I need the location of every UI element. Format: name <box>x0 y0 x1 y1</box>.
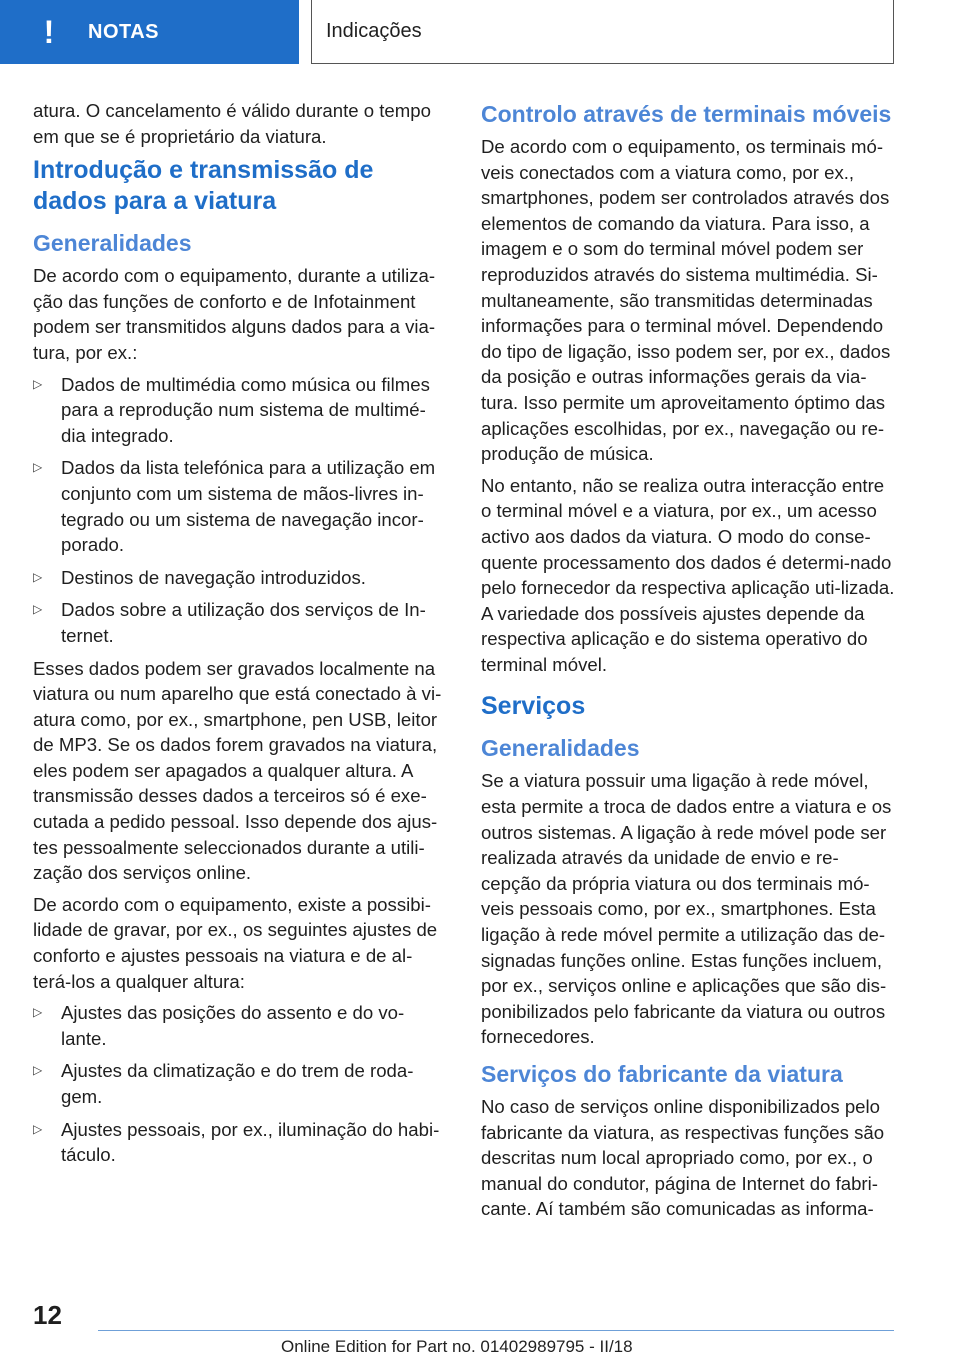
triangle-bullet-icon: ▷ <box>33 569 43 584</box>
footer-edition: Online Edition for Part no. 01402989795 - II/18 <box>281 1337 633 1356</box>
section-tab <box>0 0 299 64</box>
triangle-bullet-icon: ▷ <box>33 1005 43 1020</box>
right-column <box>481 98 896 1228</box>
heading-data-transmission: Introdução e transmissão de dados para a viatura <box>33 156 374 216</box>
bullet-list <box>33 372 446 649</box>
list-item: ▷ Destinos de navegação introduzidos. <box>33 565 446 591</box>
bullet-list <box>33 1000 446 1168</box>
intro-paragraph: atura. O cancelamento é válido durante o tempo em que se é proprietário da viatura. <box>33 100 431 147</box>
exclamation-icon: ! <box>43 14 55 50</box>
paragraph: No entanto, não se realiza outra interacção entre o terminal móvel e a viatura, por ex., um acesso activo aos dados da viatura. O modo do conse-quente processamento dos dados é determi-nado pelo fornecedor da respectiva aplicação uti-lizada. A variedade dos possíveis ajustes depende da respectiva aplicação e do sistema operativo do terminal móvel. <box>481 474 895 675</box>
subheading-generalidades: Generalidades <box>33 230 192 257</box>
chapter-title: Indicações <box>326 20 422 42</box>
paragraph: De acordo com o equipamento, existe a possibi-lidade de gravar, por ex., os seguintes ajustes de conforto e ajustes pessoais na viatura e de al-terá-los a qualquer altura: <box>33 893 438 992</box>
subheading-manufacturer-services: Serviços do fabricante da viatura <box>481 1061 843 1087</box>
paragraph: De acordo com o equipamento, durante a utiliza-ção das funções de conforto e de Infotainment podem ser transmitidos alguns dados para a via-tura, por ex.: <box>33 265 436 363</box>
list-item: ▷ Ajustes das posições do assento e do vo-lante. <box>33 1002 405 1049</box>
paragraph: No caso de serviços online disponibilizados pelo fabricante da viatura, as respectivas funções são descritas num local apropriado como, por ex., o manual do condutor, página de Internet do fabri-cante. Aí também são comunicadas as informa- <box>481 1096 885 1220</box>
list-item: ▷ Dados da lista telefónica para a utilização em conjunto com um sistema de mãos-livres in-tegrado ou um sistema de navegação incor-porado. <box>33 457 436 556</box>
list-item: ▷ Dados sobre a utilização dos serviços de In-ternet. <box>33 599 426 646</box>
triangle-bullet-icon: ▷ <box>33 1121 43 1136</box>
subheading-generalidades: Generalidades <box>481 735 640 762</box>
list-item: ▷ Dados de multimédia como música ou filmes para a reprodução num sistema de multimé-dia integrado. <box>33 373 430 446</box>
section-tab-label: NOTAS <box>88 20 160 43</box>
paragraph: Esses dados podem ser gravados localmente na viatura ou num aparelho que está conectado à vi-atura como, por ex., smartphone, pen USB, leitor de MP3. Se os dados forem gravados na viatura, eles podem ser apagados a qualquer altura. A transmissão desses dados a terceiros só é exe-cutada a pedido pessoal. Isso depende dos ajus-tes pessoalmente seleccionados durante a utili-zação dos serviços online. <box>33 657 442 884</box>
page-number: 12 <box>33 1300 62 1330</box>
triangle-bullet-icon: ▷ <box>33 460 43 475</box>
triangle-bullet-icon: ▷ <box>33 1063 43 1078</box>
left-column <box>33 98 446 1175</box>
triangle-bullet-icon: ▷ <box>33 602 43 617</box>
footer-divider <box>98 1330 894 1331</box>
subheading-mobile-control: Controlo através de terminais móveis <box>481 101 892 127</box>
list-item: ▷ Ajustes da climatização e do trem de roda-gem. <box>33 1060 414 1107</box>
heading-servicos: Serviços <box>481 692 586 721</box>
paragraph: Se a viatura possuir uma ligação à rede móvel, esta permite a troca de dados entre a viatura e os outros sistemas. A ligação à rede móvel pode ser realizada através da unidade de envio e re-cepção da própria viatura ou dos terminais mó-veis pessoais como, por ex., smartphones. Esta ligação à rede móvel permite a utilização das de-signadas funções online. Estas funções incluem, por ex., serviços online e aplicações que são dis-ponibilizados pelo fabricante da viatura ou outros fornecedores. <box>481 770 892 1048</box>
chapter-header <box>311 0 894 64</box>
paragraph: De acordo com o equipamento, os terminais mó-veis conectados com a viatura como, por ex., smartphones, podem ser controlados através dos elementos de comando da viatura. Para isso, a imagem e o som do terminal móvel podem ser reproduzidos através do sistema multimédia. Si-multaneamente, são transmitidas determinadas informações para o terminal móvel. Dependendo do tipo de ligação, isso podem ser, por ex., dados da posição e outras informações gerais da via-tura. Isso permite um aproveitamento óptimo das aplicações escolhidas, por ex., navegação ou re-produção de música. <box>481 136 891 465</box>
list-item: ▷ Ajustes pessoais, por ex., iluminação do habi-táculo. <box>33 1118 440 1166</box>
triangle-bullet-icon: ▷ <box>33 376 43 391</box>
